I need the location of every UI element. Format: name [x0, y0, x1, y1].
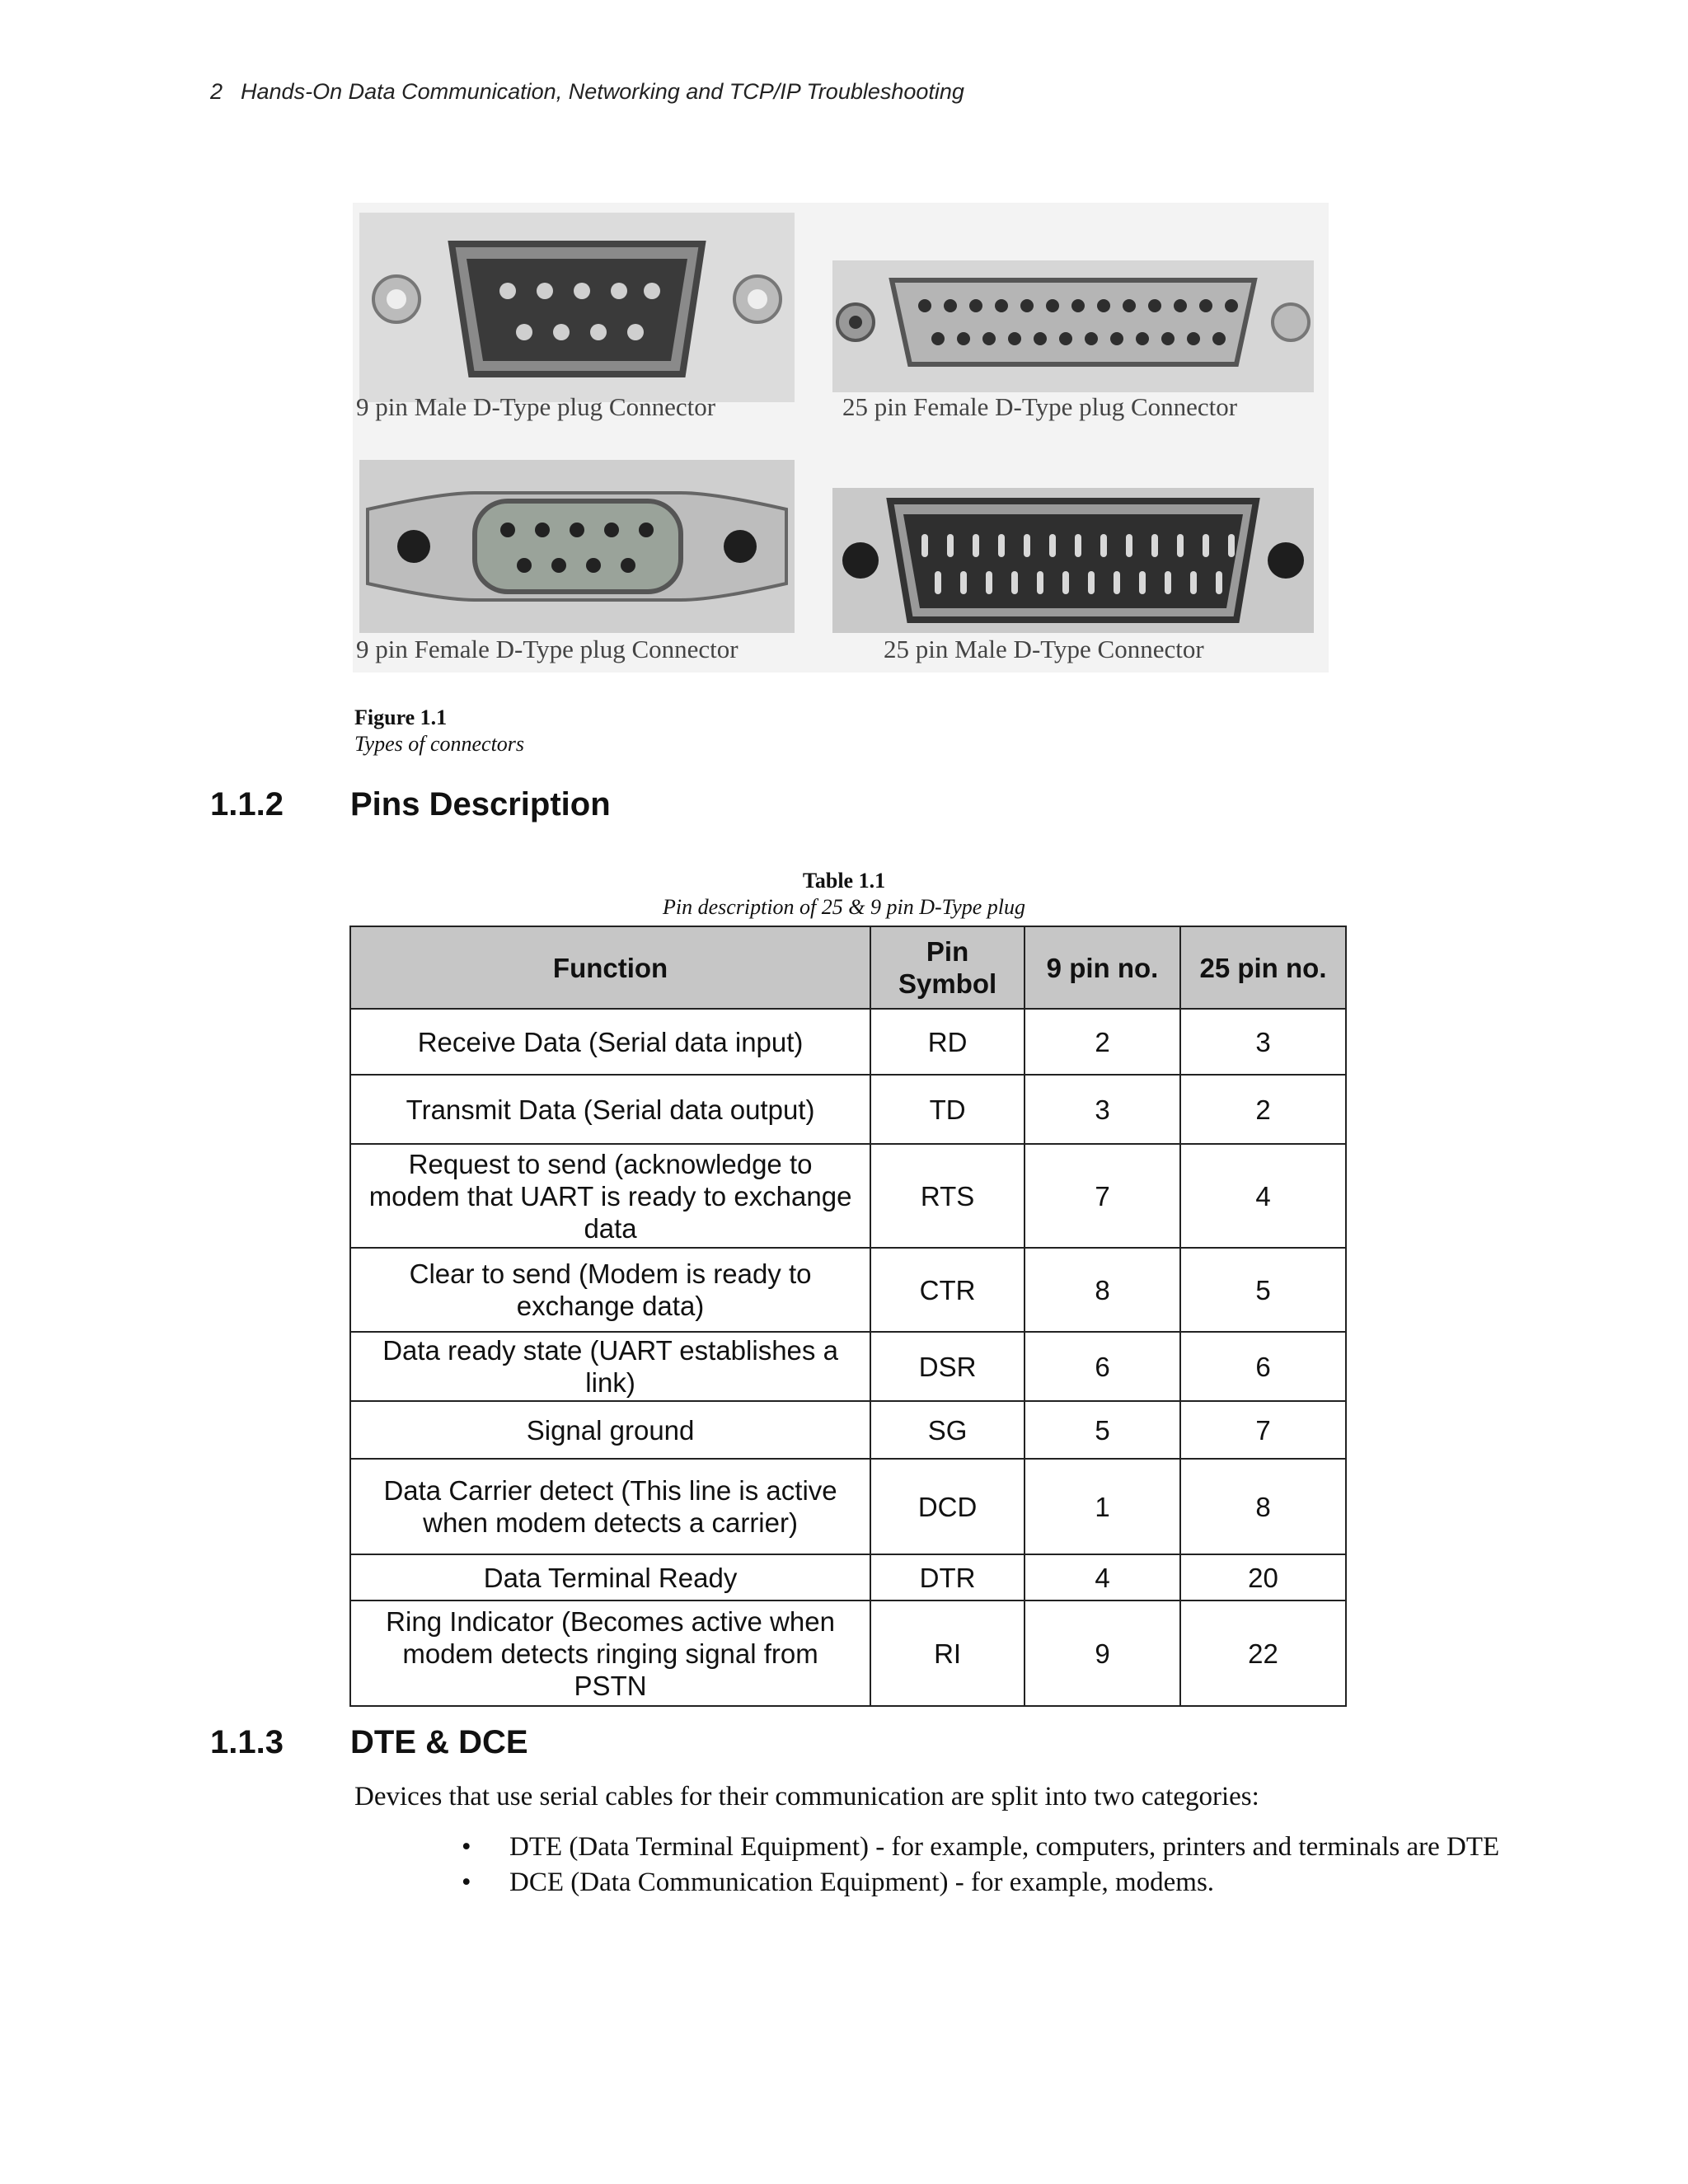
bullet-icon: • [462, 1868, 471, 1897]
caption-9pin-male: 9 pin Male D-Type plug Connector [356, 392, 716, 421]
cell-symbol: SG [870, 1401, 1025, 1459]
section-title: DTE & DCE [350, 1724, 528, 1760]
cell-function: Data Carrier detect (This line is active when modem detects a carrier) [350, 1459, 870, 1554]
caption-25pin-female: 25 pin Female D-Type plug Connector [842, 392, 1238, 421]
cell-9pin: 4 [1025, 1554, 1180, 1601]
cell-symbol: TD [870, 1075, 1025, 1144]
table-row [350, 1144, 1346, 1248]
cell-function: Signal ground [350, 1401, 870, 1459]
section-title: Pins Description [350, 786, 611, 823]
cell-symbol: RI [870, 1601, 1025, 1706]
cell-function: Data Terminal Ready [350, 1554, 870, 1601]
header-function: Function [350, 926, 870, 1009]
photo-25pin-male [832, 488, 1314, 638]
cell-25pin: 7 [1180, 1401, 1346, 1459]
cell-symbol: DSR [870, 1332, 1025, 1401]
table-row [350, 1009, 1346, 1075]
table-row [350, 1401, 1346, 1459]
cell-9pin: 7 [1025, 1144, 1180, 1248]
cell-symbol: DTR [870, 1554, 1025, 1601]
cell-25pin: 5 [1180, 1248, 1346, 1332]
running-title: Hands-On Data Communication, Networking and TCP/IP Troubleshooting [241, 79, 964, 104]
cell-25pin: 4 [1180, 1144, 1346, 1248]
cell-symbol: RTS [870, 1144, 1025, 1248]
table-row [350, 1332, 1346, 1401]
cell-function: Transmit Data (Serial data output) [350, 1075, 870, 1144]
cell-9pin: 1 [1025, 1459, 1180, 1554]
cell-function: Data ready state (UART establishes a link) [350, 1332, 870, 1401]
section-heading-1-1-3 [210, 1724, 528, 1761]
cell-9pin: 5 [1025, 1401, 1180, 1459]
table-label: Table 1.1 [802, 869, 886, 893]
list-item-text: DTE (Data Terminal Equipment) - for example, computers, printers and terminals are DTE [509, 1832, 1500, 1862]
cell-9pin: 6 [1025, 1332, 1180, 1401]
figure-caption: Types of connectors [354, 732, 525, 756]
cell-9pin: 8 [1025, 1248, 1180, 1332]
cell-25pin: 20 [1180, 1554, 1346, 1601]
section-heading-1-1-2 [210, 786, 611, 823]
cell-9pin: 3 [1025, 1075, 1180, 1144]
cell-symbol: CTR [870, 1248, 1025, 1332]
connector-9pin-male-image [359, 213, 795, 402]
connector-9pin-female-image [359, 460, 795, 633]
cell-function: Ring Indicator (Becomes active when modem detects ringing signal from PSTN [350, 1601, 870, 1706]
running-head [210, 79, 964, 105]
bullet-icon: • [462, 1832, 471, 1862]
cell-symbol: RD [870, 1009, 1025, 1075]
table-caption: Pin description of 25 & 9 pin D-Type plug [662, 895, 1026, 919]
list-item-text: DCE (Data Communication Equipment) - for example, modems. [509, 1868, 1215, 1897]
connector-figure [353, 203, 1329, 673]
cell-25pin: 8 [1180, 1459, 1346, 1554]
header-9pin: 9 pin no. [1025, 926, 1180, 1009]
table-header-row [350, 926, 1346, 1009]
header-25pin: 25 pin no. [1180, 926, 1346, 1009]
photo-9pin-male [359, 213, 795, 410]
photo-25pin-female [832, 260, 1314, 392]
cell-9pin: 9 [1025, 1601, 1180, 1706]
connector-25pin-male-image [832, 488, 1314, 633]
device-category-list [462, 1831, 1500, 1902]
connector-25pin-female-image [832, 260, 1314, 392]
photo-9pin-female [359, 460, 795, 633]
cell-25pin: 2 [1180, 1075, 1346, 1144]
page-number: 2 [210, 79, 223, 104]
table-row [350, 1248, 1346, 1332]
cell-9pin: 2 [1025, 1009, 1180, 1075]
table-row [350, 1554, 1346, 1601]
cell-25pin: 3 [1180, 1009, 1346, 1075]
caption-25pin-male: 25 pin Male D-Type Connector [884, 635, 1204, 663]
caption-9pin-female: 9 pin Female D-Type plug Connector [356, 635, 738, 663]
body-paragraph: Devices that use serial cables for their communication are split into two categories: [354, 1782, 1259, 1811]
list-item [462, 1831, 1500, 1863]
cell-function: Clear to send (Modem is ready to exchange data) [350, 1248, 870, 1332]
cell-function: Receive Data (Serial data input) [350, 1009, 870, 1075]
figure-label: Figure 1.1 [354, 705, 448, 729]
cell-symbol: DCD [870, 1459, 1025, 1554]
cell-25pin: 6 [1180, 1332, 1346, 1401]
cell-25pin: 22 [1180, 1601, 1346, 1706]
cell-function: Request to send (acknowledge to modem that UART is ready to exchange data [350, 1144, 870, 1248]
table-row [350, 1075, 1346, 1144]
section-number: 1.1.2 [210, 786, 284, 823]
table-row [350, 1601, 1346, 1706]
header-pin-symbol-line2: Symbol [898, 968, 997, 999]
list-item [462, 1867, 1500, 1899]
section-number: 1.1.3 [210, 1724, 284, 1760]
header-pin-symbol [870, 926, 1025, 1009]
table-row [350, 1459, 1346, 1554]
pin-description-table [349, 926, 1347, 1707]
header-pin-symbol-line1: Pin [926, 936, 969, 967]
